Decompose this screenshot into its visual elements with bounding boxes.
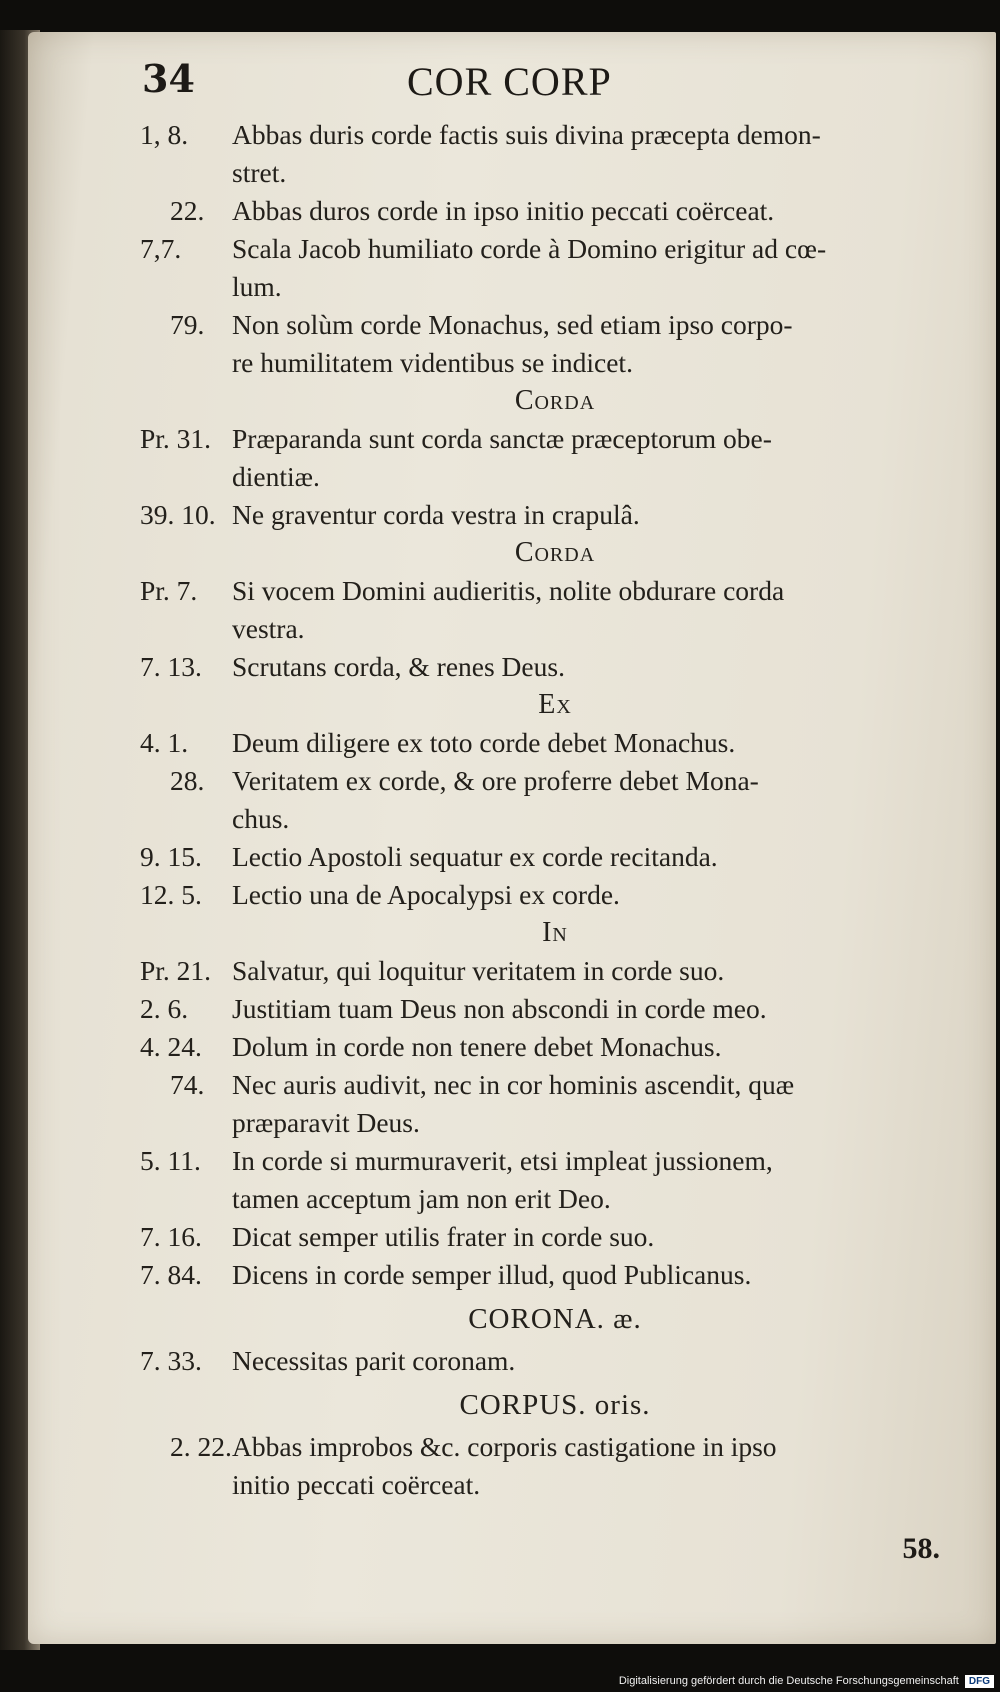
entry-reference: 7,7. (140, 233, 182, 264)
index-entry (140, 1066, 970, 1142)
index-entry (140, 648, 970, 686)
entry-reference: Pr. 31. (140, 423, 212, 454)
entry-reference: 74. (170, 1069, 205, 1100)
entry-line: Dicens in corde semper illud, quod Publicanus. (232, 1259, 752, 1290)
section-heading: Corda (514, 385, 596, 416)
entry-reference: 39. 10. (140, 499, 216, 530)
index-entry (140, 230, 970, 306)
entry-text (232, 1218, 970, 1256)
entry-text (232, 116, 970, 192)
entry-line: lum. (232, 271, 282, 302)
section-heading: Ex (538, 689, 572, 720)
entry-reference: 7. 16. (140, 1221, 202, 1252)
entry-line: Lectio una de Apocalypsi ex corde. (232, 879, 620, 910)
entry-line: Dolum in corde non tenere debet Monachus. (232, 1031, 722, 1062)
entry-text (232, 724, 970, 762)
index-entry (140, 990, 970, 1028)
entry-text (232, 420, 970, 496)
entry-line: tamen acceptum jam non erit Deo. (232, 1183, 611, 1214)
entry-line: Scala Jacob humiliato corde à Domino erigitur ad cœ- (232, 233, 827, 264)
index-entry (140, 1028, 970, 1066)
entry-text (232, 496, 970, 534)
entry-text (232, 762, 970, 838)
entry-text (232, 648, 970, 686)
index-entry (140, 496, 970, 534)
index-entry (140, 724, 970, 762)
entry-text (232, 1142, 970, 1218)
entry-reference: 2. 6. (140, 993, 189, 1024)
page-number: 34 (142, 56, 195, 101)
entry-line: Dicat semper utilis frater in corde suo. (232, 1221, 655, 1252)
index-entry (140, 1142, 970, 1218)
entry-line: Præparanda sunt corda sanctæ præceptorum obe- (232, 423, 772, 454)
entry-line: præparavit Deus. (232, 1107, 420, 1138)
entry-line: Abbas duris corde factis suis divina præcepta demon- (232, 119, 821, 150)
entry-reference: Pr. 21. (140, 955, 212, 986)
page-header (142, 56, 962, 116)
credit-text: Digitalisierung gefördert durch die Deutsche Forschungsgemeinschaft (618, 1675, 959, 1687)
index-entry (140, 420, 970, 496)
entry-reference: 7. 33. (140, 1345, 202, 1376)
entry-line: Deum diligere ex toto corde debet Monachus. (232, 727, 736, 758)
entry-line: Si vocem Domini audieritis, nolite obdurare corda (232, 575, 785, 606)
section-heading: Corda (514, 537, 596, 568)
index-entry (140, 192, 970, 230)
entry-text (232, 1066, 970, 1142)
entry-text (232, 230, 970, 306)
entry-line: Ne graventur corda vestra in crapulâ. (232, 499, 640, 530)
entry-reference: 5. 11. (140, 1145, 201, 1176)
entry-line: Necessitas parit coronam. (232, 1345, 516, 1376)
entry-text (232, 572, 970, 648)
entry-text (232, 952, 970, 990)
entry-text (232, 1342, 970, 1380)
entry-text (232, 1256, 970, 1294)
entry-reference: 9. 15. (140, 841, 202, 872)
index-entry (140, 1342, 970, 1380)
entry-line: stret. (232, 157, 287, 188)
index-entry (140, 838, 970, 876)
section-heading: CORONA. æ. (468, 1303, 642, 1335)
entry-line: Abbas duros corde in ipso initio peccati coërceat. (232, 195, 775, 226)
entry-line: In corde si murmuraverit, etsi impleat jussionem, (232, 1145, 773, 1176)
section-heading: In (542, 917, 568, 948)
index-entry (140, 876, 970, 914)
entry-reference: 7. 84. (140, 1259, 202, 1290)
entry-line: Veritatem ex corde, & ore proferre debet Mona- (232, 765, 759, 796)
entry-line: Non solùm corde Monachus, sed etiam ipso corpo- (232, 309, 793, 340)
index-entry (140, 1218, 970, 1256)
entry-text (232, 876, 970, 914)
index-content (140, 116, 970, 1504)
dfg-logo: DFG (965, 1675, 994, 1688)
entry-line: Justitiam tuam Deus non abscondi in corde meo. (232, 993, 767, 1024)
entry-reference: 4. 1. (140, 727, 189, 758)
index-entry (140, 1428, 970, 1504)
digitization-credit (619, 1675, 994, 1688)
entry-text (232, 192, 970, 230)
entry-line: dientiæ. (232, 461, 320, 492)
index-entry (140, 116, 970, 192)
entry-line: initio peccati coërceat. (232, 1469, 481, 1500)
index-entry (140, 572, 970, 648)
index-entry (140, 762, 970, 838)
catchword: 58. (902, 1532, 940, 1565)
index-entry (140, 306, 970, 382)
entry-line: re humilitatem videntibus se indicet. (232, 347, 633, 378)
entry-reference: 4. 24. (140, 1031, 202, 1062)
entry-reference: 28. (170, 765, 205, 796)
entry-reference: 22. (170, 195, 205, 226)
entry-reference: 7. 13. (140, 651, 202, 682)
entry-reference: 2. 22. (170, 1431, 232, 1462)
section-heading: CORPUS. oris. (459, 1389, 651, 1421)
entry-line: vestra. (232, 613, 305, 644)
index-entry (140, 952, 970, 990)
entry-line: Scrutans corda, & renes Deus. (232, 651, 565, 682)
index-entry (140, 1256, 970, 1294)
entry-text (232, 1428, 970, 1504)
entry-reference: 79. (170, 309, 205, 340)
entry-text (232, 306, 970, 382)
entry-line: Abbas improbos &c. corporis castigatione in ipso (232, 1431, 777, 1462)
entry-line: Salvatur, qui loquitur veritatem in corde suo. (232, 955, 725, 986)
running-title: COR CORP (407, 59, 612, 104)
entry-reference: 12. 5. (140, 879, 202, 910)
entry-line: Nec auris audivit, nec in cor hominis ascendit, quæ (232, 1069, 795, 1100)
entry-line: chus. (232, 803, 290, 834)
entry-reference: 1, 8. (140, 119, 189, 150)
entry-reference: Pr. 7. (140, 575, 198, 606)
entry-text (232, 1028, 970, 1066)
entry-line: Lectio Apostoli sequatur ex corde recitanda. (232, 841, 718, 872)
entry-text (232, 838, 970, 876)
entry-text (232, 990, 970, 1028)
